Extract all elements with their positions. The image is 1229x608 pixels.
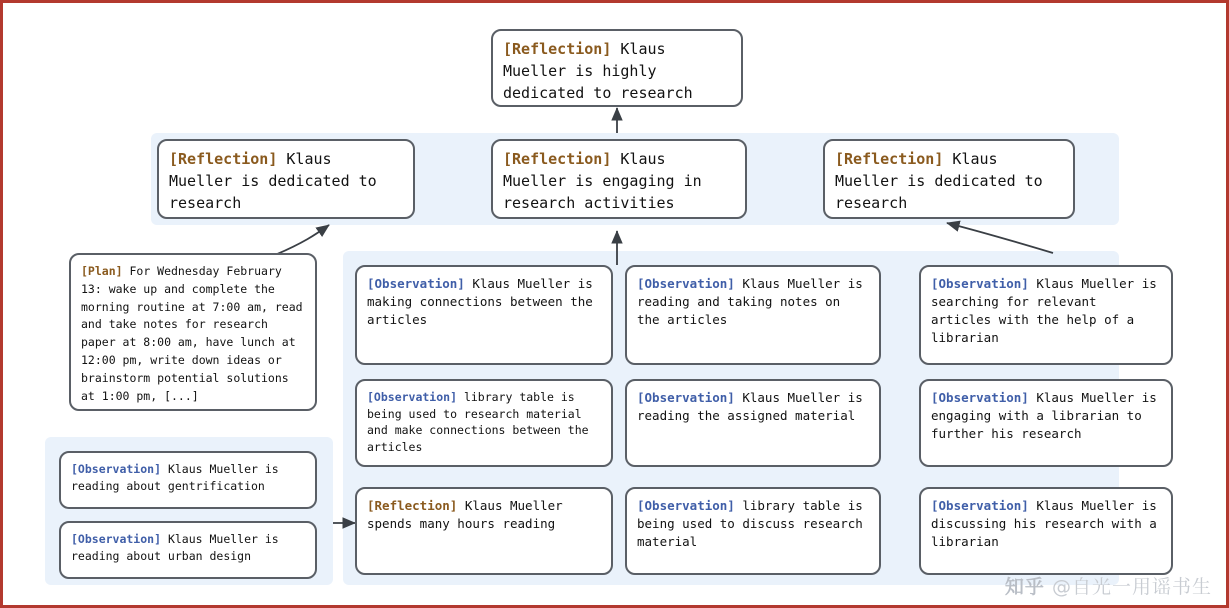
node-left-observation-1[interactable] — [59, 451, 317, 509]
watermark — [1005, 572, 1212, 599]
node-text: Klaus Mueller is discussing his research with a librarian — [931, 498, 1157, 550]
node-tag: [Observation] — [931, 390, 1037, 405]
node-root-reflection[interactable] — [491, 29, 743, 107]
node-tag: [Observation] — [71, 462, 168, 476]
node-col2-observation-2[interactable] — [625, 379, 881, 467]
node-text: library table is being used to research material and make connections between the articles — [367, 390, 589, 455]
node-tag: [Observation] — [931, 276, 1037, 291]
node-text: Klaus Mueller is reading about gentrification — [71, 462, 279, 493]
node-tag: [Plan] — [81, 264, 130, 278]
node-text: Klaus Mueller is reading about urban design — [71, 532, 279, 563]
node-col1-reflection[interactable] — [355, 487, 613, 575]
node-text: Klaus Mueller is dedicated to research — [835, 150, 1043, 212]
node-text: Klaus Mueller is searching for relevant articles with the help of a librarian — [931, 276, 1157, 346]
node-col3-observation-1[interactable] — [919, 265, 1173, 365]
node-text: Klaus Mueller is making connections between the articles — [367, 276, 593, 328]
node-text: Klaus Mueller is engaging with a librarian to further his research — [931, 390, 1157, 442]
node-col2-observation-1[interactable] — [625, 265, 881, 365]
node-text: For Wednesday February 13: wake up and complete the morning routine at 7:00 am, read and take notes for research paper at 8:00 am, have lunch at 12:00 pm, write down ideas or brainstorm potential solutions at 1:00 pm, [...] — [81, 264, 303, 403]
node-col3-observation-2[interactable] — [919, 379, 1173, 467]
node-tag: [Observation] — [637, 498, 743, 513]
node-reflection-left[interactable] — [157, 139, 415, 219]
node-tag: [Observation] — [367, 390, 464, 404]
node-text: Klaus Mueller is highly dedicated to research — [503, 40, 693, 102]
node-plan[interactable] — [69, 253, 317, 411]
node-text: Klaus Mueller spends many hours reading — [367, 498, 563, 532]
node-tag: [Observation] — [367, 276, 473, 291]
node-reflection-center[interactable] — [491, 139, 747, 219]
node-tag: [Reflection] — [169, 150, 287, 168]
node-tag: [Reflection] — [367, 498, 465, 513]
node-tag: [Reflection] — [503, 40, 621, 58]
node-col2-observation-3[interactable] — [625, 487, 881, 575]
watermark-text: @自光一用谣书生 — [1051, 576, 1212, 598]
node-reflection-right[interactable] — [823, 139, 1075, 219]
node-tag: [Observation] — [931, 498, 1037, 513]
node-col1-observation-2[interactable] — [355, 379, 613, 467]
node-text: Klaus Mueller is reading the assigned material — [637, 390, 863, 424]
node-tag: [Observation] — [71, 532, 168, 546]
node-col3-observation-3[interactable] — [919, 487, 1173, 575]
node-text: library table is being used to discuss research material — [637, 498, 863, 550]
node-text: Klaus Mueller is engaging in research activities — [503, 150, 702, 212]
node-tag: [Reflection] — [835, 150, 953, 168]
node-tag: [Observation] — [637, 276, 743, 291]
node-tag: [Reflection] — [503, 150, 621, 168]
node-tag: [Observation] — [637, 390, 743, 405]
node-col1-observation-1[interactable] — [355, 265, 613, 365]
node-left-observation-2[interactable] — [59, 521, 317, 579]
node-text: Klaus Mueller is reading and taking notes on the articles — [637, 276, 863, 328]
node-text: Klaus Mueller is dedicated to research — [169, 150, 377, 212]
watermark-logo: 知乎 — [1004, 576, 1045, 598]
